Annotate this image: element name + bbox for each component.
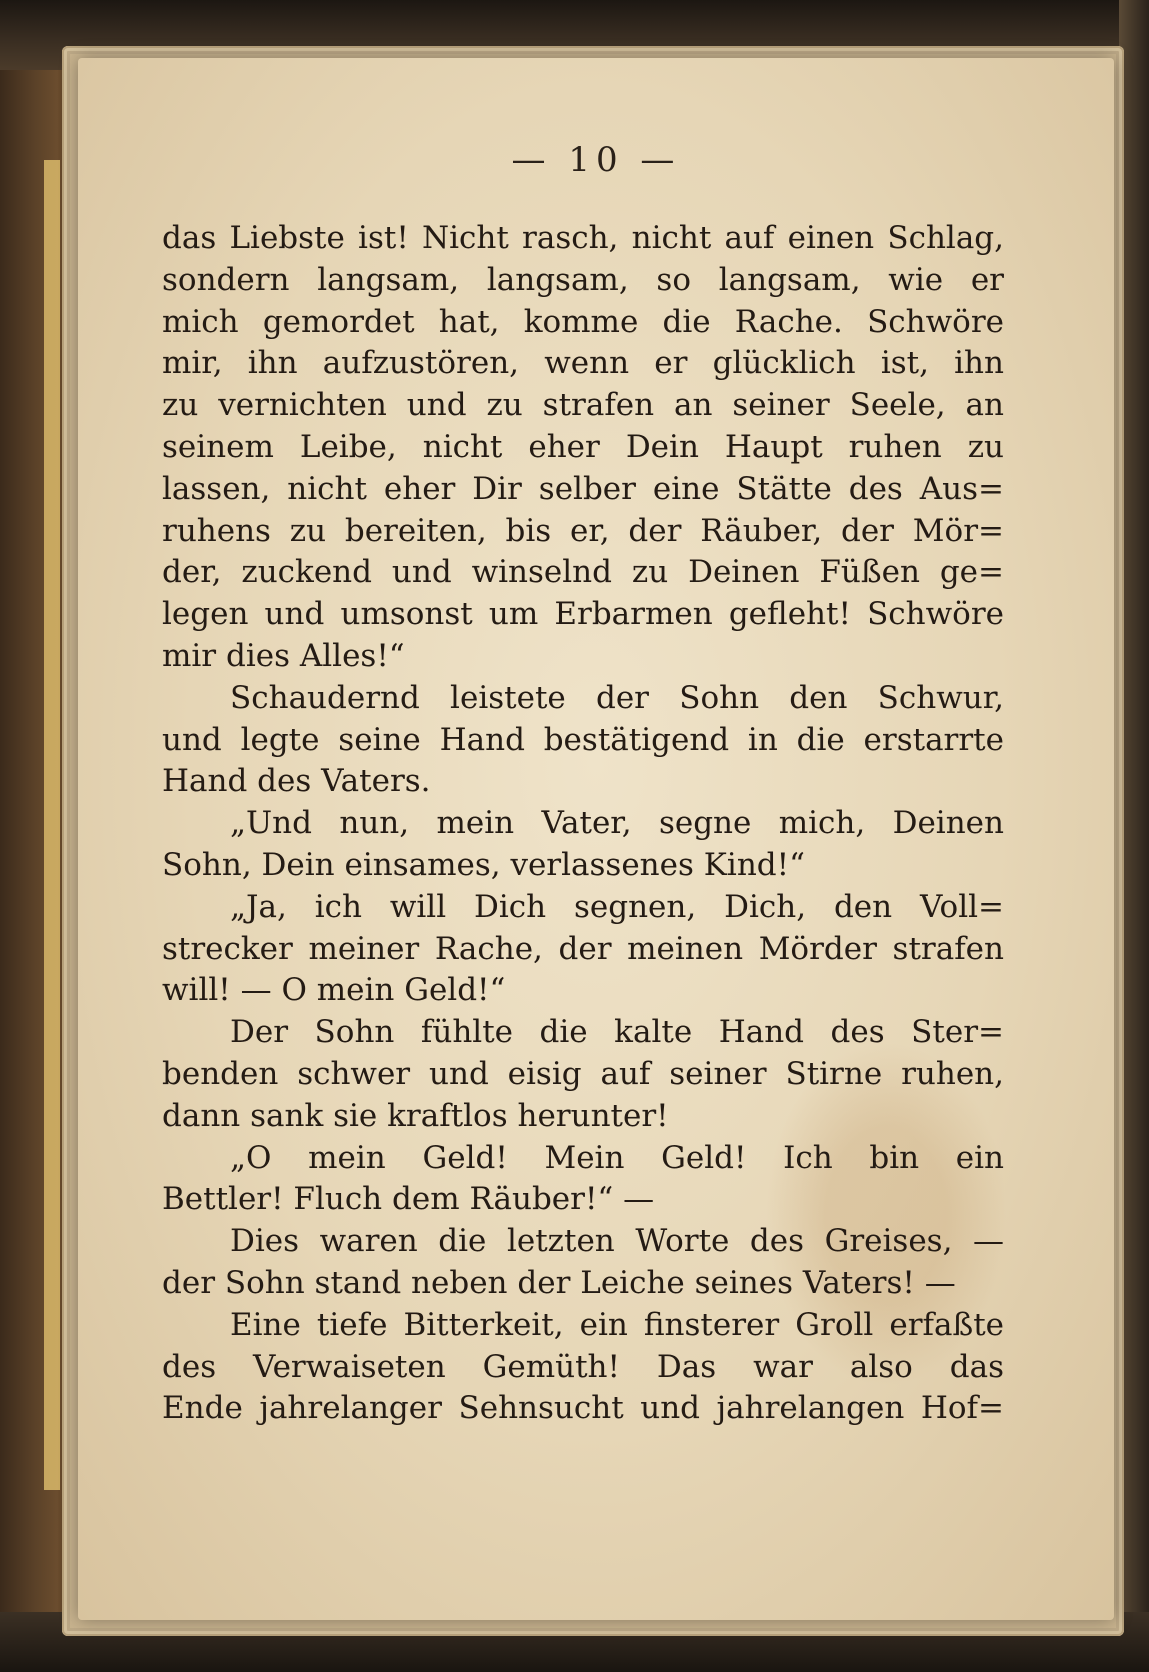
text-line: zu vernichten und zu strafen an seiner Seele, an <box>162 387 1004 424</box>
text-line: „Und nun, mein Vater, segne mich, Deinen <box>230 805 1004 842</box>
text-line: des Verwaiseten Gemüth! Das war also das <box>162 1348 1004 1385</box>
text-line: Bettler! Fluch dem Räuber!“ — <box>162 1181 655 1218</box>
book-page <box>78 58 1114 1620</box>
text-line: mir, ihn aufzustören, wenn er glücklich ist, ihn <box>162 345 1004 382</box>
text-line: der, zuckend und winselnd zu Deinen Füßen ge= <box>162 554 1004 591</box>
text-line: Hand des Vaters. <box>162 763 431 800</box>
text-line: Sohn, Dein einsames, verlassenes Kind!“ <box>162 846 805 883</box>
text-line: sondern langsam, langsam, so langsam, wie er <box>162 261 1004 298</box>
text-line: „Ja, ich will Dich segnen, Dich, den Voll= <box>230 888 1004 925</box>
text-line: „O mein Geld! Mein Geld! Ich bin ein <box>230 1139 1004 1176</box>
text-line: Schaudernd leistete der Sohn den Schwur, <box>230 679 1004 716</box>
text-line: Eine tiefe Bitterkeit, ein finsterer Groll erfaßte <box>230 1306 1004 1343</box>
text-line: dann sank sie kraftlos herunter! <box>162 1097 669 1134</box>
text-line: das Liebste ist! Nicht rasch, nicht auf einen Schlag, <box>162 220 1004 256</box>
text-line: ruhens zu bereiten, bis er, der Räuber, der Mör= <box>162 512 1004 549</box>
text-line: mir dies Alles!“ <box>162 637 405 674</box>
text-line: der Sohn stand neben der Leiche seines Vaters! — <box>162 1264 956 1301</box>
text-line: Ende jahrelanger Sehnsucht und jahrelangen Hof= <box>162 1390 1004 1427</box>
text-line: und legte seine Hand bestätigend in die erstarrte <box>162 721 1004 758</box>
spine-paper-strip <box>44 160 60 1490</box>
text-line: seinem Leibe, nicht eher Dein Haupt ruhen zu <box>162 428 1004 465</box>
text-line: lassen, nicht eher Dir selber eine Stätte des Aus= <box>162 470 1004 507</box>
text-line: Dies waren die letzten Worte des Greises, — <box>230 1223 1004 1260</box>
text-line: legen und umsonst um Erbarmen gefleht! Schwöre <box>162 596 1004 633</box>
body-text <box>162 218 1004 1430</box>
text-line: will! — O mein Geld!“ <box>162 972 506 1009</box>
text-line: mich gemordet hat, komme die Rache. Schwöre <box>162 303 1004 340</box>
text-line: Der Sohn fühlte die kalte Hand des Ster= <box>230 1014 1004 1051</box>
text-line: benden schwer und eisig auf seiner Stirne ruhen, <box>162 1055 1004 1092</box>
page-number: — 10 — <box>511 140 681 180</box>
text-line: strecker meiner Rache, der meinen Mörder strafen <box>162 930 1004 967</box>
